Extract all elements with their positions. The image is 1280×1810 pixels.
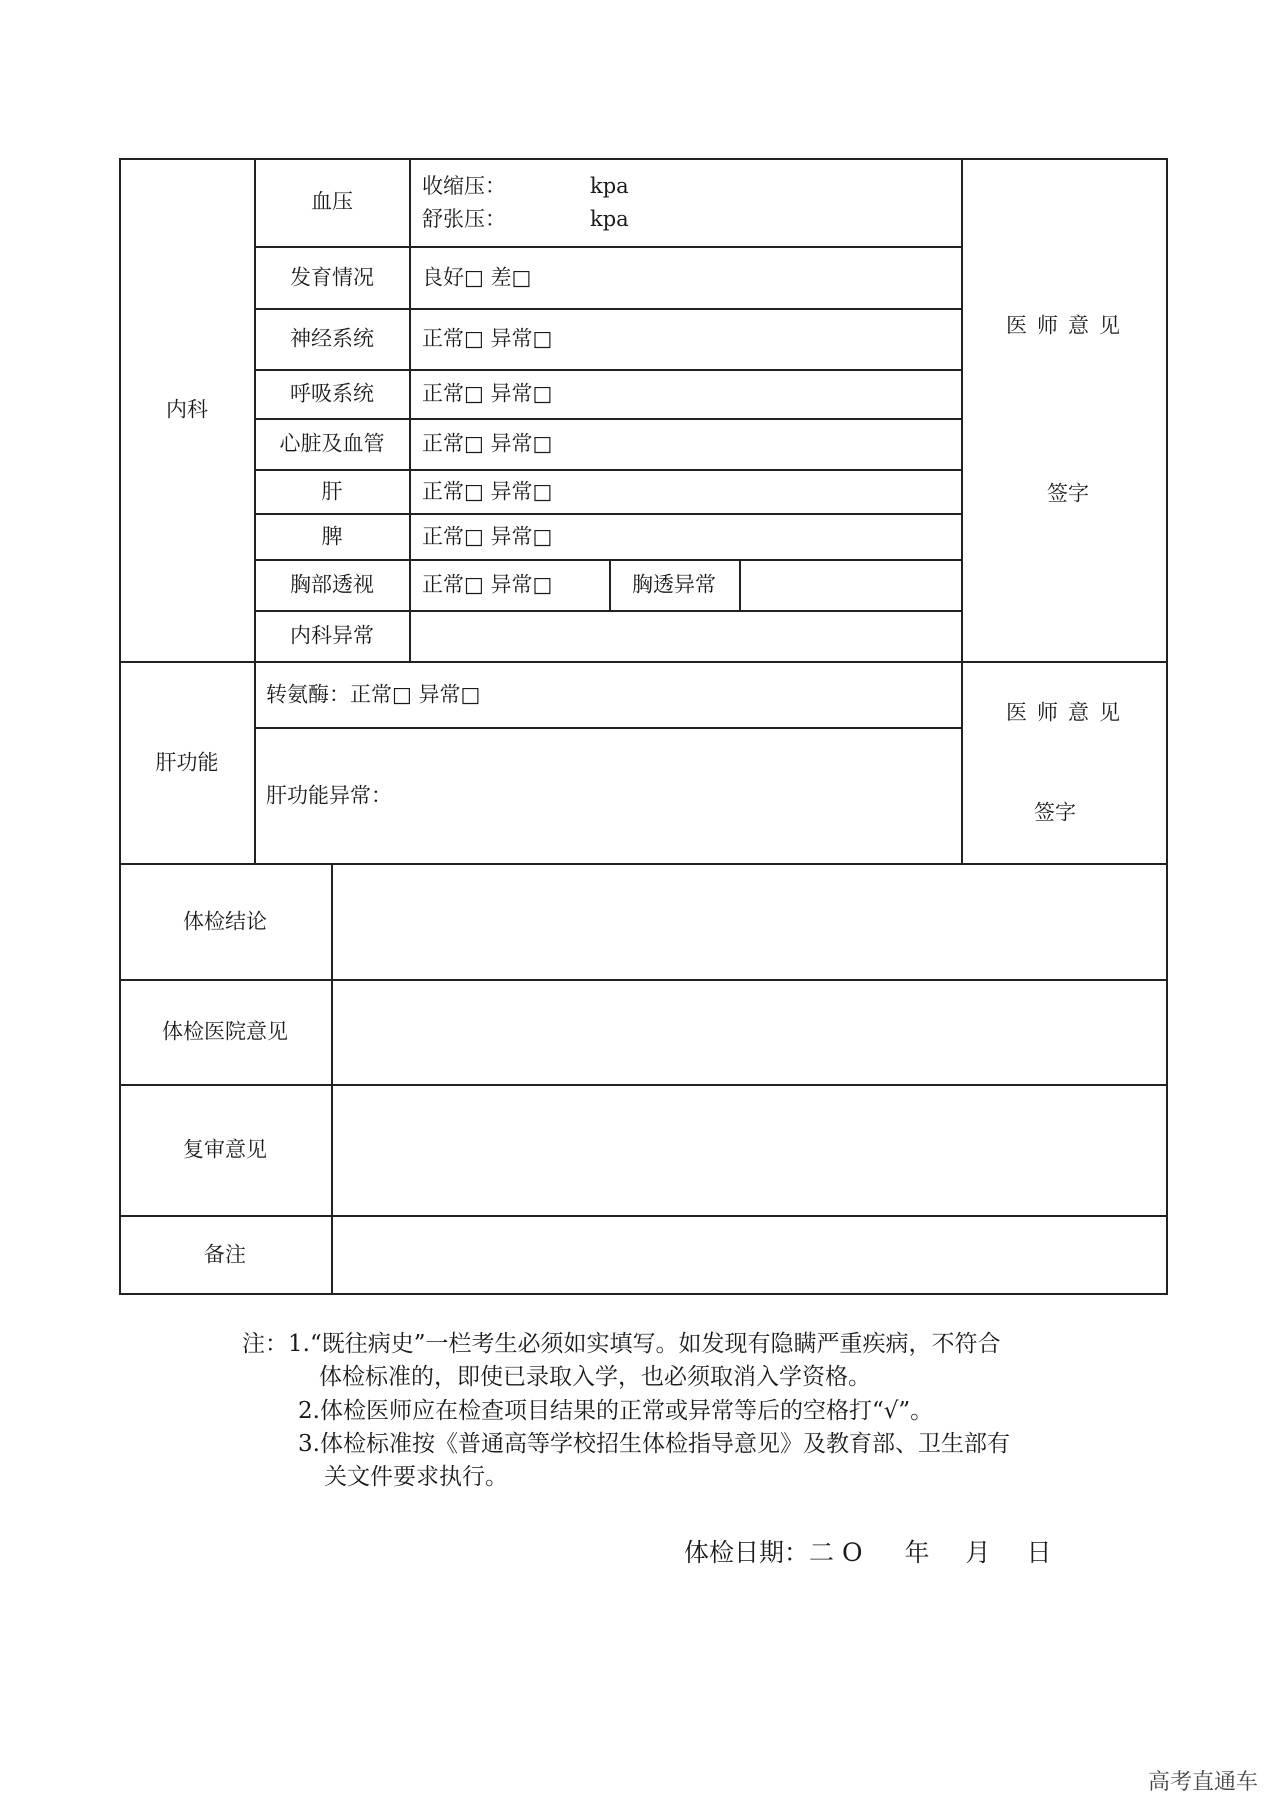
neike-row-line-1 xyxy=(255,246,962,248)
neike-row-line-5 xyxy=(255,469,962,471)
liver-row-line xyxy=(255,727,962,729)
item-label-internal-abnormal: 内科异常 xyxy=(290,623,374,648)
transaminase-options: 转氨酶：正常□ 异常□ xyxy=(266,682,481,707)
systolic-label: 收缩压： xyxy=(422,174,506,198)
neike-signature: 签字 xyxy=(1047,481,1089,506)
chest-xray-abnormal-label: 胸透异常 xyxy=(632,572,716,597)
item-label-nervous-system: 神经系统 xyxy=(290,326,374,351)
col-xray-sub-2 xyxy=(739,559,741,610)
chest-xray-options: 正常□ 异常□ xyxy=(422,572,553,597)
note-line-3: 3.体检标准按《普通高等学校招生体检指导意见》及教育部、卫生部有 xyxy=(298,1431,1010,1458)
notes-block xyxy=(242,1328,1010,1495)
exam-date-year-prefix: 二 O xyxy=(809,1538,863,1567)
item-label-development: 发育情况 xyxy=(290,265,374,290)
section-label-neike: 内科 xyxy=(166,397,208,422)
note-line-1-cont: 体检标准的，即使已录取入学，也必须取消入学资格。 xyxy=(319,1364,871,1391)
heart-vessels-options: 正常□ 异常□ xyxy=(422,431,553,456)
remarks-label: 备注 xyxy=(204,1242,246,1267)
exam-date-label: 体检日期： xyxy=(684,1538,810,1567)
nervous-system-options: 正常□ 异常□ xyxy=(422,326,553,351)
col-item-label-edge xyxy=(409,158,411,661)
liver-function-abnormal: 肝功能异常： xyxy=(266,783,392,808)
item-label-blood-pressure: 血压 xyxy=(311,189,353,214)
diastolic-unit: kpa xyxy=(590,207,629,231)
exam-date-month: 月 xyxy=(965,1538,991,1567)
note-line-3-cont: 关文件要求执行。 xyxy=(324,1464,508,1491)
item-label-heart-vessels: 心脏及血管 xyxy=(279,431,385,456)
diastolic-label: 舒张压： xyxy=(422,207,506,231)
item-label-spleen: 脾 xyxy=(321,524,343,549)
neike-row-line-2 xyxy=(255,308,962,310)
neike-row-line-4 xyxy=(255,418,962,420)
systolic-unit: kpa xyxy=(590,174,629,198)
exam-conclusion-label: 体检结论 xyxy=(183,909,267,934)
col-doctor-edge xyxy=(961,158,963,863)
note-line-1 xyxy=(242,1328,1010,1361)
neike-row-line-3 xyxy=(255,369,962,371)
divider-summary-2 xyxy=(119,1084,1168,1086)
hospital-opinion-label: 体检医院意见 xyxy=(162,1019,288,1044)
review-opinion-label: 复审意见 xyxy=(183,1137,267,1162)
item-label-chest-xray: 胸部透视 xyxy=(290,572,374,597)
neike-row-line-8 xyxy=(255,610,962,612)
liver-options: 正常□ 异常□ xyxy=(422,479,553,504)
col-summary-label-edge xyxy=(331,863,333,1295)
col-xray-sub-1 xyxy=(609,559,611,610)
site-watermark: 高考直通车 xyxy=(1147,1770,1258,1795)
note-1-text: 1.“既往病史”一栏考生必须如实填写。如发现有隐瞒严重疾病，不符合 xyxy=(288,1331,1001,1357)
liver-signature: 签字 xyxy=(1034,800,1076,825)
neike-row-line-6 xyxy=(255,513,962,515)
respiratory-system-options: 正常□ 异常□ xyxy=(422,381,553,406)
liver-doctor-opinion: 医师意见 xyxy=(1006,700,1130,725)
item-label-liver: 肝 xyxy=(321,479,343,504)
section-label-liver-function: 肝功能 xyxy=(155,750,219,775)
divider-neike-liver xyxy=(119,661,1168,663)
item-label-respiratory-system: 呼吸系统 xyxy=(290,381,374,406)
neike-doctor-opinion: 医师意见 xyxy=(1006,313,1130,338)
exam-date xyxy=(684,1533,1052,1569)
note-line-2: 2.体检医师应在检查项目结果的正常或异常等后的空格打“√”。 xyxy=(298,1397,934,1424)
spleen-options: 正常□ 异常□ xyxy=(422,524,553,549)
exam-date-day: 日 xyxy=(1026,1538,1052,1567)
col-section-label-edge xyxy=(254,158,256,863)
development-options: 良好□ 差□ xyxy=(422,265,532,290)
divider-summary-3 xyxy=(119,1215,1168,1217)
divider-liver-summary xyxy=(119,863,1168,865)
notes-prefix: 注： xyxy=(242,1331,288,1357)
exam-date-year: 年 xyxy=(904,1538,930,1567)
divider-summary-1 xyxy=(119,979,1168,981)
